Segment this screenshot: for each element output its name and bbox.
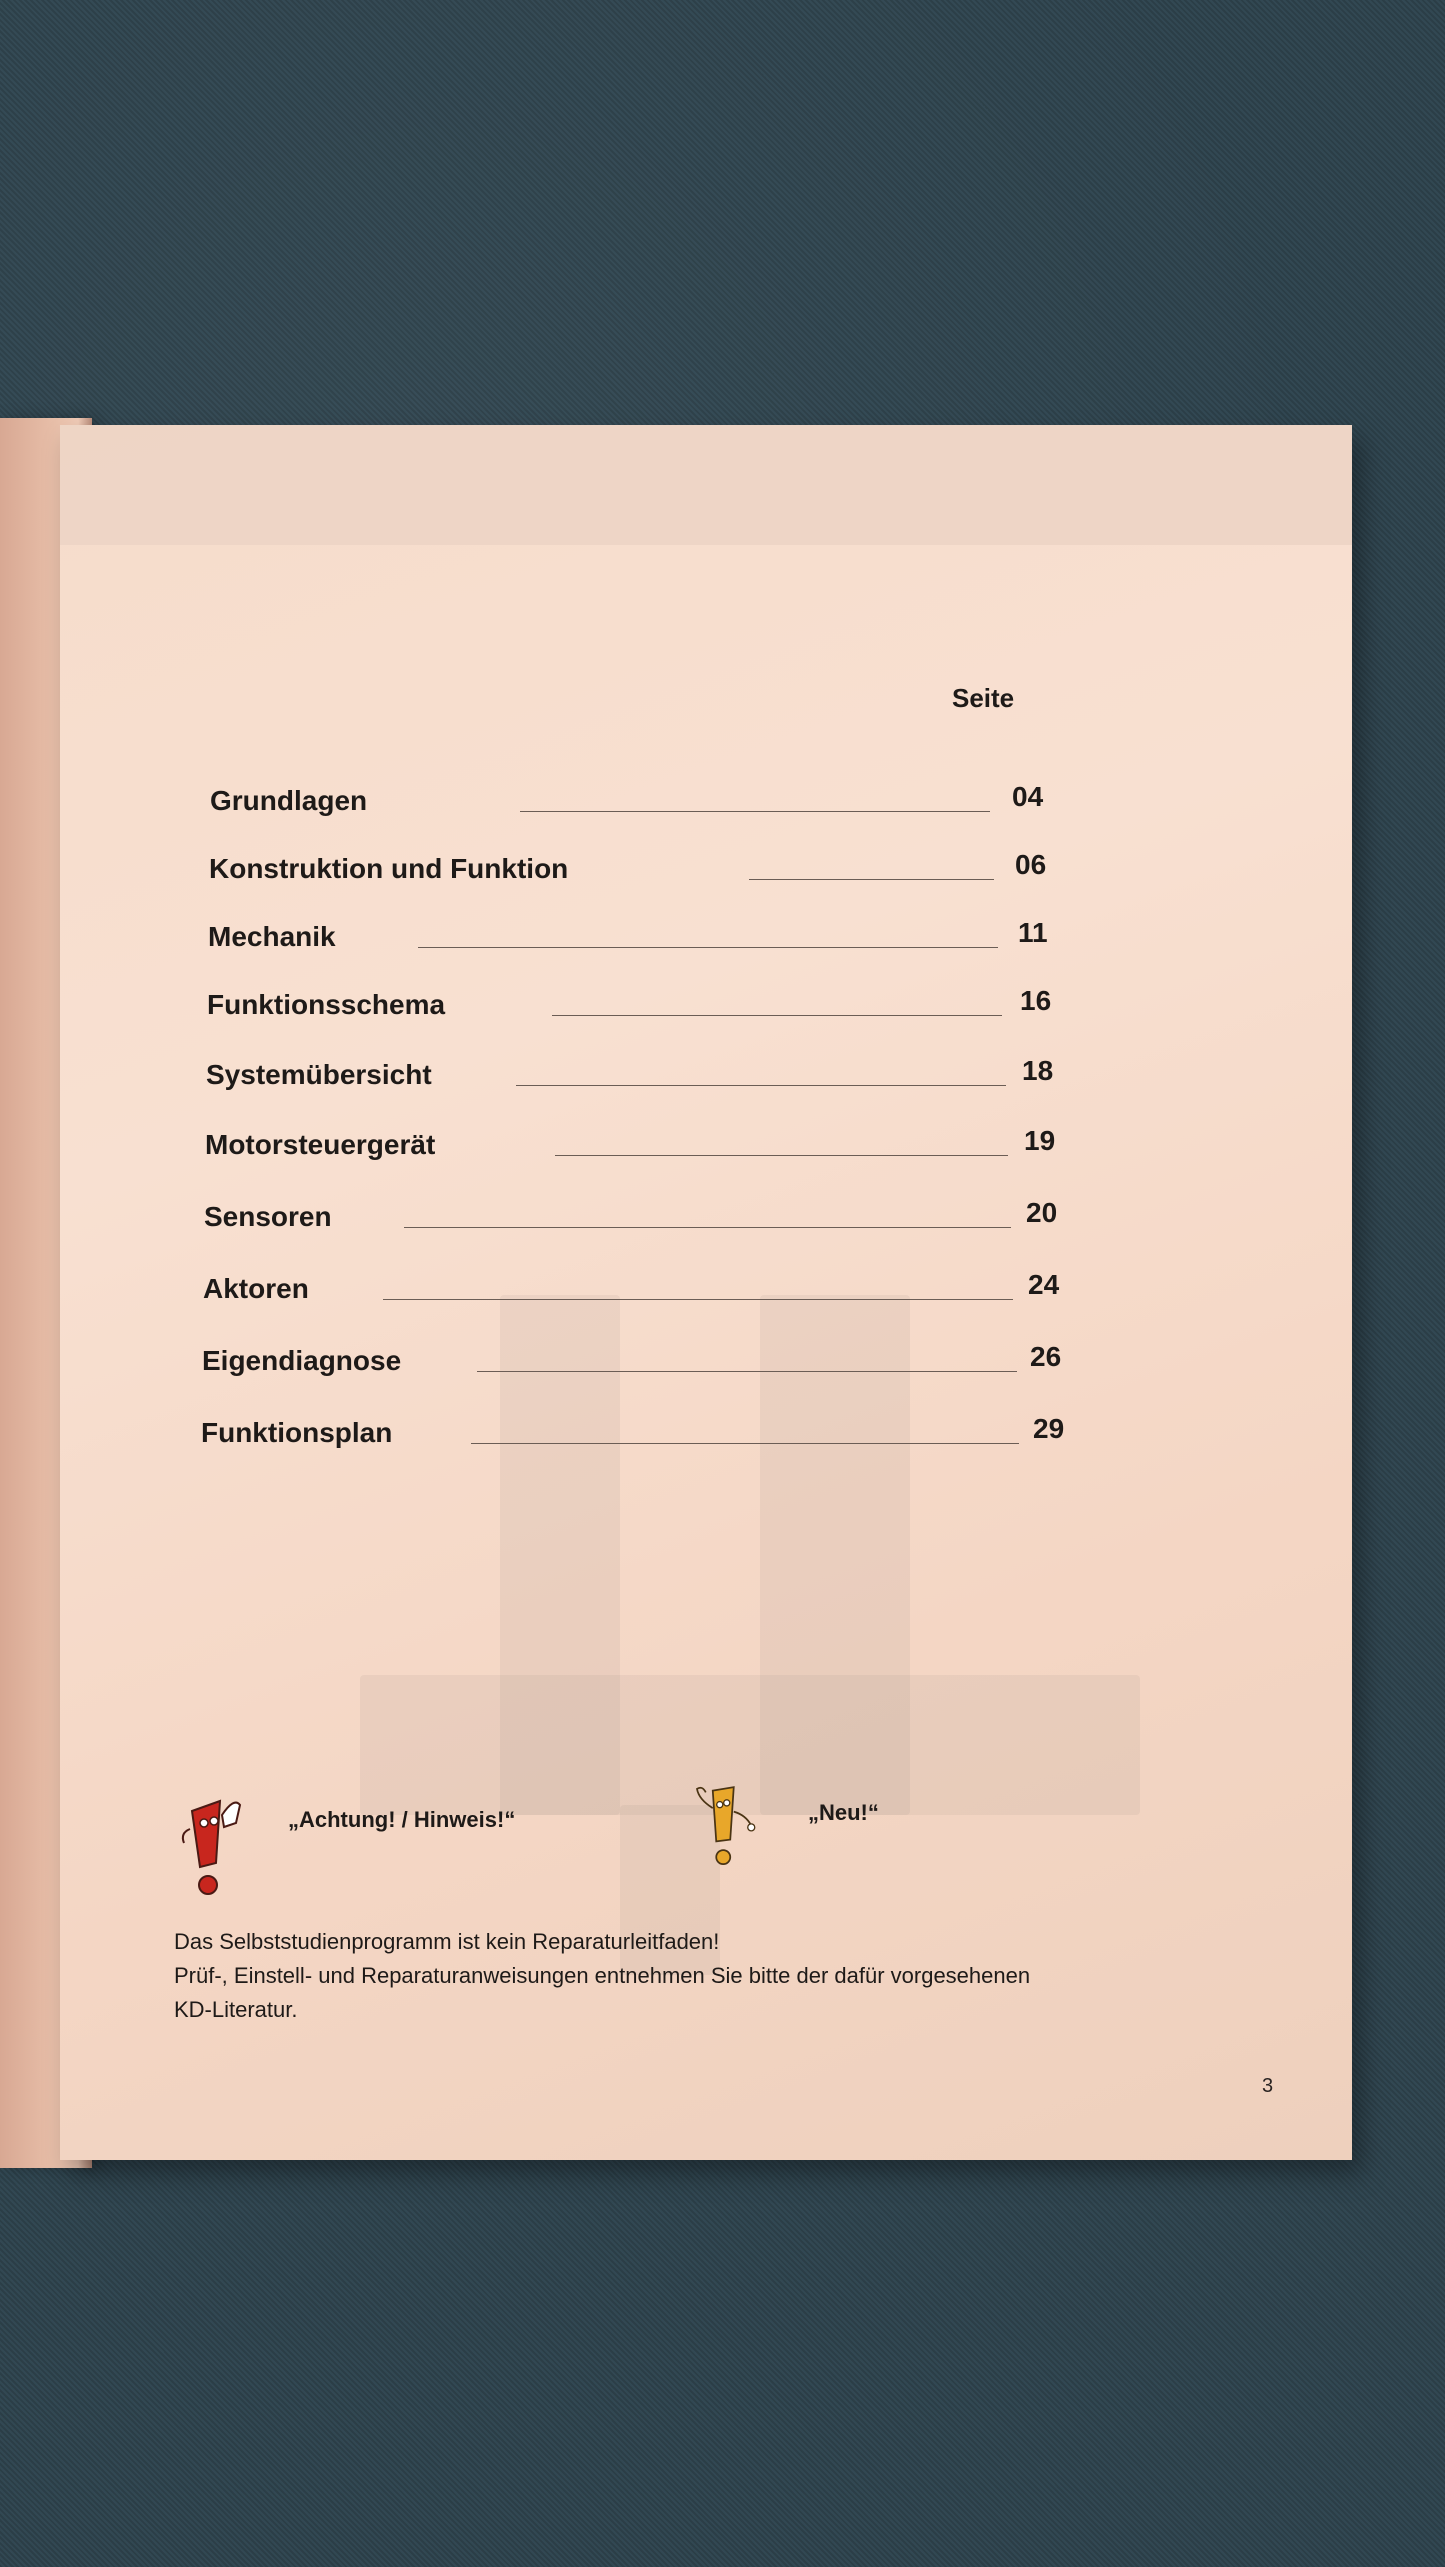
toc-entry-title: Mechanik xyxy=(208,921,336,952)
toc-leader-line xyxy=(749,879,994,880)
toc-entry-page: 24 xyxy=(1028,1269,1060,1300)
toc-entry-title: Konstruktion und Funktion xyxy=(209,853,569,884)
toc-leader-line xyxy=(404,1227,1011,1228)
toc-entry-title: Grundlagen xyxy=(210,785,368,816)
toc-leader-line xyxy=(555,1155,1008,1156)
toc-entry-page: 19 xyxy=(1024,1125,1056,1156)
disclaimer-line: Prüf-, Einstell- und Reparaturanweisungen entnehmen Sie bitte der dafür vorgesehenen xyxy=(174,1963,1031,1988)
legend-new-label: „Neu!“ xyxy=(808,1800,879,1825)
header-band xyxy=(60,425,1352,545)
disclaimer-line: KD-Literatur. xyxy=(174,1997,298,2022)
toc-entry-title: Systemübersicht xyxy=(206,1059,432,1090)
toc-entry-title: Funktionsplan xyxy=(201,1417,393,1448)
booklet-page xyxy=(60,425,1352,2160)
toc-entry-title: Motorsteuergerät xyxy=(205,1129,436,1160)
disclaimer xyxy=(174,1925,1274,2027)
page-number: 3 xyxy=(1262,2075,1274,2097)
toc-entry-page: 04 xyxy=(1012,781,1044,812)
toc-entry-title: Funktionsschema xyxy=(207,989,446,1020)
toc-leader-line xyxy=(471,1443,1019,1444)
toc-entry-page: 20 xyxy=(1026,1197,1058,1228)
legend-attention-label: „Achtung! / Hinweis!“ xyxy=(288,1807,516,1832)
toc-entry-title: Eigendiagnose xyxy=(202,1345,402,1376)
toc-entry-page: 16 xyxy=(1020,985,1052,1016)
toc-leader-line xyxy=(516,1085,1006,1086)
toc-leader-line xyxy=(520,811,990,812)
exclamation-mascot-red-icon xyxy=(178,1793,248,1903)
exclamation-mascot-yellow-icon xyxy=(690,1775,760,1885)
toc-leader-line xyxy=(383,1299,1013,1300)
toc-entry-page: 06 xyxy=(1015,849,1047,880)
toc-entry-page: 26 xyxy=(1030,1341,1062,1372)
toc-leader-line xyxy=(418,947,998,948)
toc-entry-page: 11 xyxy=(1018,917,1048,948)
toc-leader-line xyxy=(552,1015,1002,1016)
toc-entry-title: Sensoren xyxy=(204,1201,332,1232)
toc-entry-page: 29 xyxy=(1033,1413,1065,1444)
toc-page-heading: Seite xyxy=(952,683,1015,713)
toc-entry-title: Aktoren xyxy=(203,1273,309,1304)
toc-leader-line xyxy=(477,1371,1017,1372)
toc-entry-page: 18 xyxy=(1022,1055,1054,1086)
disclaimer-line: Das Selbststudienprogramm ist kein Reparaturleitfaden! xyxy=(174,1929,720,1954)
